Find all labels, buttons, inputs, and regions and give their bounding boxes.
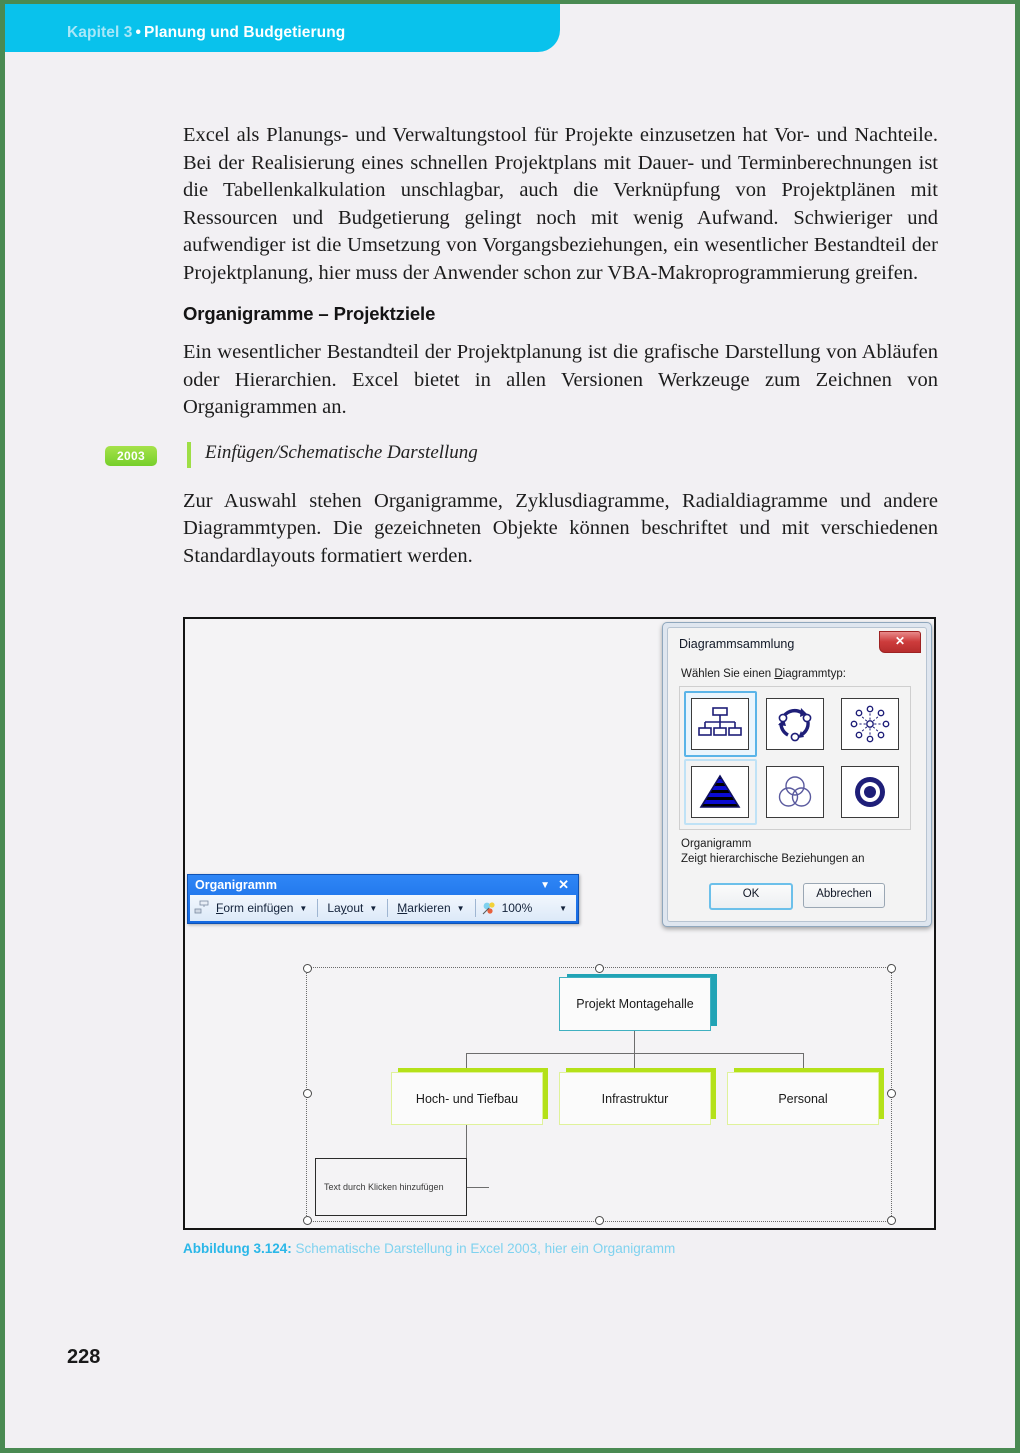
connector-root-down bbox=[634, 1031, 635, 1053]
section-subheading: Organigramme – Projektziele bbox=[183, 303, 436, 324]
zieldiagramm-icon bbox=[841, 766, 899, 818]
diagram-type-pyramidendiagramm[interactable] bbox=[684, 759, 757, 825]
resize-handle-top-center[interactable] bbox=[595, 964, 604, 973]
toolbar-separator-3 bbox=[475, 899, 476, 917]
prompt-part-1: Wählen Sie einen bbox=[681, 668, 775, 680]
resize-handle-top-right[interactable] bbox=[887, 964, 896, 973]
select-post: arkieren bbox=[407, 901, 451, 915]
figure-screenshot bbox=[183, 617, 936, 1230]
page-number: 228 bbox=[67, 1346, 101, 1368]
dialog-inner-panel bbox=[667, 627, 927, 922]
org-node-child-2[interactable]: Infrastruktur bbox=[559, 1072, 711, 1125]
paragraph-intro: Excel als Planungs- und Verwaltungstool für Projekte einzusetzen hat Vor- und Nachteile. Bei der Realisierung eines schnellen Projektplans mit Dauer- und Terminberechnungen ist die Tabellenkalkulation unschlagbar, auch die Verknüpfung von Projektplänen mit Ressourcen und Budgetierung gelingt noch mit wenig Aufwand. Schwieriger und aufwendiger ist die Umsetzung von Vorgangsbeziehungen, ein wesentlicher Bestandteil der Projektplanung, hier muss der Anwender schon zur VBA-Makroprogrammierung greifen. bbox=[183, 124, 938, 284]
diagrammsammlung-dialog bbox=[662, 622, 932, 927]
resize-handle-bottom-left[interactable] bbox=[303, 1216, 312, 1225]
chapter-separator: • bbox=[135, 24, 142, 41]
layout-pre: La bbox=[327, 901, 341, 915]
chapter-number: Kapitel 3 bbox=[67, 24, 133, 41]
zoom-dropdown-icon[interactable]: ▼ bbox=[559, 903, 567, 913]
org-node-placeholder[interactable]: Text durch Klicken hinzufügen bbox=[315, 1158, 467, 1216]
select-button[interactable] bbox=[393, 900, 454, 916]
connector-child1-up bbox=[466, 1053, 467, 1072]
layout-dropdown-icon[interactable]: ▼ bbox=[369, 903, 378, 913]
resize-handle-top-left[interactable] bbox=[303, 964, 312, 973]
dialog-prompt-label bbox=[681, 668, 846, 680]
insert-shape-post: orm einfügen bbox=[223, 901, 294, 915]
text-column bbox=[117, 122, 938, 582]
diagram-type-organigramm[interactable] bbox=[684, 691, 757, 757]
cancel-button[interactable]: Abbrechen bbox=[803, 883, 885, 908]
organigramm-toolbar bbox=[187, 874, 579, 924]
diagram-type-venndiagramm[interactable] bbox=[759, 759, 832, 825]
description-text: Zeigt hierarchische Beziehungen an bbox=[681, 853, 865, 865]
prompt-part-2: iagrammtyp: bbox=[782, 668, 846, 680]
toolbar-close-icon[interactable]: ✕ bbox=[558, 877, 569, 892]
pyramidendiagramm-icon bbox=[691, 766, 749, 818]
dialog-title: Diagrammsammlung bbox=[679, 637, 795, 651]
version-note-row bbox=[117, 441, 938, 472]
toolbar-separator-1 bbox=[317, 899, 318, 917]
caption-label: Abbildung 3.124: bbox=[183, 1241, 292, 1256]
dialog-button-row bbox=[668, 883, 926, 910]
resize-handle-bottom-center[interactable] bbox=[595, 1216, 604, 1225]
diagram-type-radialdiagramm[interactable] bbox=[833, 691, 906, 757]
select-accesskey: M bbox=[397, 901, 408, 915]
paragraph-organigramme: Ein wesentlicher Bestandteil der Projektplanung ist die grafische Darstellung von Abläufen oder Hierarchien. Excel bietet in allen Versionen Werkzeuge zum Zeichnen von Organigrammen an. bbox=[183, 341, 938, 418]
insert-shape-dropdown-icon[interactable]: ▼ bbox=[299, 903, 308, 913]
resize-handle-mid-right[interactable] bbox=[887, 1089, 896, 1098]
connector-child3-up bbox=[803, 1053, 804, 1072]
dialog-description bbox=[681, 837, 864, 867]
connector-to-placeholder bbox=[467, 1187, 489, 1188]
diagram-type-grid bbox=[679, 686, 911, 830]
layout-button[interactable] bbox=[323, 900, 367, 916]
resize-handle-bottom-right[interactable] bbox=[887, 1216, 896, 1225]
chapter-title: Planung und Budgetierung bbox=[144, 24, 346, 41]
toolbar-button-row bbox=[190, 895, 576, 921]
connector-child2-up bbox=[634, 1053, 635, 1072]
menu-path-accent-bar bbox=[187, 442, 191, 468]
paragraph-auswahl: Zur Auswahl stehen Organigramme, Zyklusdiagramme, Radialdiagramme und andere Diagrammtypen. Die gezeichneten Objekte können beschriftet und mit verschiedenen Standardlayouts formatiert werden. bbox=[183, 489, 938, 567]
layout-post: out bbox=[346, 901, 364, 915]
prompt-accesskey: D bbox=[774, 668, 783, 680]
organigramm-canvas[interactable] bbox=[306, 967, 892, 1222]
toolbar-title: Organigramm bbox=[195, 878, 277, 892]
resize-handle-mid-left[interactable] bbox=[303, 1089, 312, 1098]
description-title: Organigramm bbox=[681, 838, 752, 850]
radialdiagramm-icon bbox=[841, 698, 899, 750]
organigramm-icon bbox=[691, 698, 749, 750]
zoom-level-value[interactable]: 100% bbox=[501, 901, 533, 915]
insert-shape-icon bbox=[194, 900, 212, 916]
org-node-root[interactable]: Projekt Montagehalle bbox=[559, 977, 711, 1031]
zyklusdiagramm-icon bbox=[766, 698, 824, 750]
org-node-child-1[interactable]: Hoch- und Tiefbau bbox=[391, 1072, 543, 1125]
select-dropdown-icon[interactable]: ▼ bbox=[456, 903, 465, 913]
chapter-header-text bbox=[67, 24, 345, 42]
org-node-child-3[interactable]: Personal bbox=[727, 1072, 879, 1125]
menu-path-text: Einfügen/Schematische Darstellung bbox=[205, 441, 478, 463]
insert-shape-button[interactable] bbox=[212, 900, 297, 916]
caption-text: Schematische Darstellung in Excel 2003, hier ein Organigramm bbox=[295, 1241, 676, 1256]
layout-accesskey: y bbox=[340, 901, 347, 915]
ok-button[interactable]: OK bbox=[709, 883, 793, 910]
diagram-type-zieldiagramm[interactable] bbox=[833, 759, 906, 825]
version-badge-2003: 2003 bbox=[105, 446, 157, 466]
figure-caption bbox=[183, 1241, 675, 1256]
autoformat-icon[interactable] bbox=[481, 900, 499, 916]
venndiagramm-icon bbox=[766, 766, 824, 818]
diagram-type-zyklusdiagramm[interactable] bbox=[759, 691, 832, 757]
toolbar-separator-2 bbox=[387, 899, 388, 917]
chevron-down-icon[interactable]: ▼ bbox=[540, 880, 550, 891]
connector-horizontal bbox=[466, 1053, 804, 1054]
insert-shape-accesskey: F bbox=[216, 901, 224, 915]
close-icon[interactable]: ✕ bbox=[879, 631, 921, 653]
